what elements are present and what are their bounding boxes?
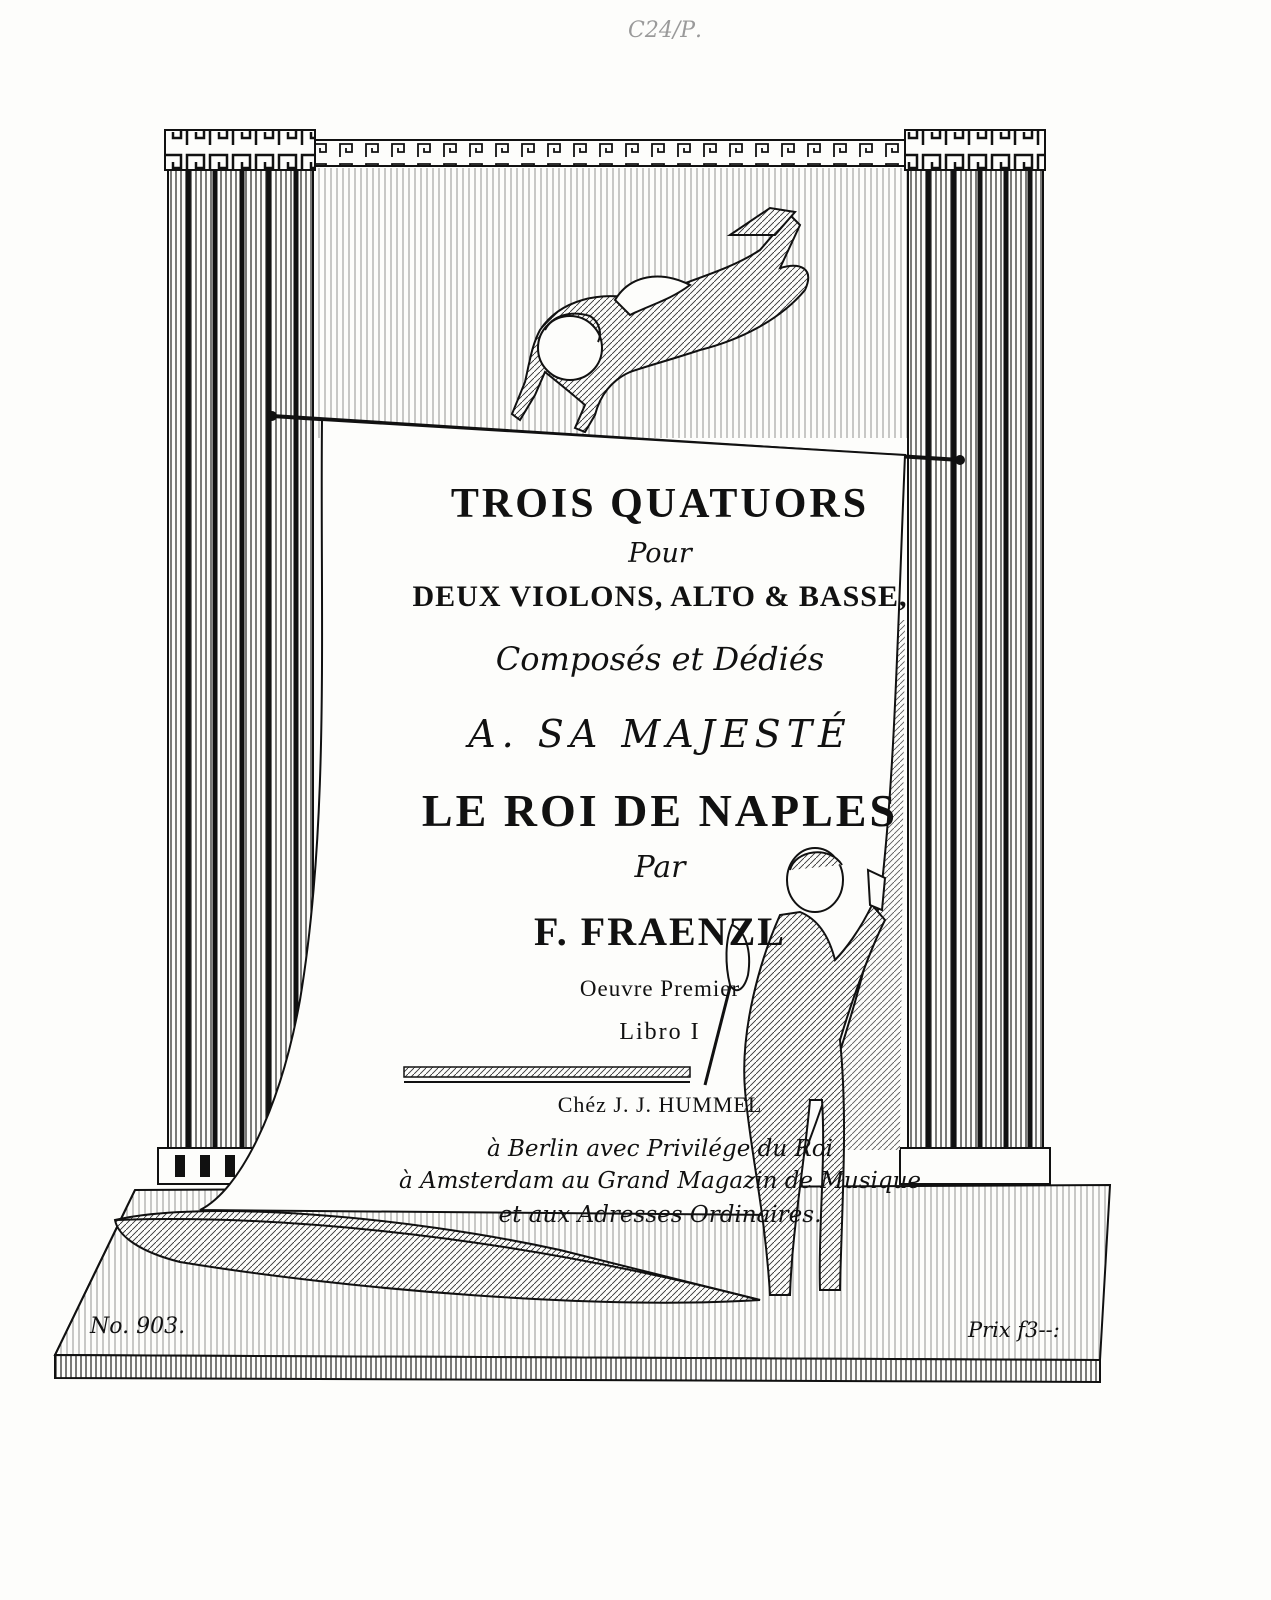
dedicatee-line: A. SA MAJESTÉ [468, 712, 852, 756]
composer-name: F. FRAENZL [534, 909, 786, 954]
title-line: TROIS QUATUORS [450, 481, 870, 527]
price-label: Prix f3--: [968, 1318, 1060, 1342]
dedication-line: Composés et Dédiés [495, 640, 825, 678]
opus-number: Oeuvre Premier [579, 976, 741, 1001]
greek-key-frieze [165, 130, 1045, 170]
by-line: Par [634, 850, 686, 885]
imprint-amsterdam: à Amsterdam au Grand Magazin de Musique [398, 1168, 922, 1194]
publisher-line: Chéz J. J. HUMMEL [557, 1092, 763, 1117]
imprint-berlin: à Berlin avec Privilége du Roi [486, 1136, 834, 1162]
title-pour: Pour [628, 538, 692, 569]
imprint-addresses: et aux Adresses Ordinaires. [498, 1202, 822, 1228]
plate-number: No. 903. [90, 1314, 186, 1339]
library-shelf-mark: С24/Р. [628, 18, 703, 43]
instrumentation-line: DEUX VIOLONS, ALTO & BASSE, [412, 580, 908, 613]
dedicatee-title: LE ROI DE NAPLES [421, 785, 899, 836]
volume-number: Libro I [619, 1019, 701, 1045]
